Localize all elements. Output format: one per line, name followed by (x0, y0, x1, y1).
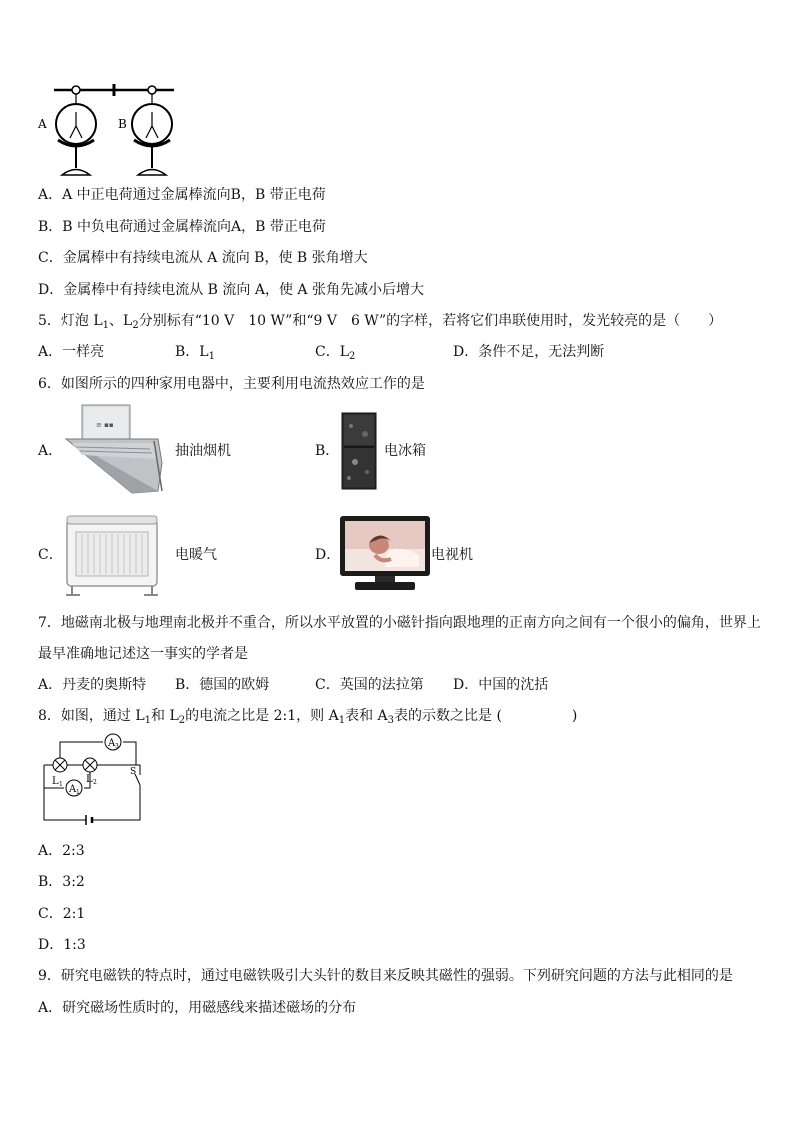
l1-letter: L (52, 776, 59, 787)
refrigerator-image (341, 412, 377, 490)
q7-stem-line1: 7．地磁南北极与地理南北极并不重合，所以水平放置的小磁针指向跟地理的正南方向之间有一个很小的偏角，世界上 (38, 615, 761, 631)
electroscope-b (132, 86, 172, 175)
q4-option-a: A．A 中正电荷通过金属棒流向B，B 带正电荷 (38, 187, 326, 203)
q5-option-b (175, 343, 215, 366)
q5-option-c-text: C．L (315, 344, 350, 360)
q4-option-b: B．B 中负电荷通过金属棒流向A，B 带正电荷 (38, 219, 326, 235)
q5-option-c-sub: 2 (349, 351, 356, 362)
q8-option-d: D．1:3 (38, 937, 86, 953)
q5-subscript: 1 (102, 320, 110, 331)
q5-subscript: 2 (132, 320, 139, 331)
l1-sub: 1 (59, 781, 63, 788)
q6-option-b-letter: B． (315, 443, 340, 459)
q5-stem-part: 分别标有“10 V 10 W”和“9 V 6 W”的字样，若将它们串联使用时，发光较亮的是（ ） (138, 313, 723, 329)
q6-option-c-label: 电暖气 (175, 547, 217, 563)
l2-letter: L (86, 774, 93, 785)
q8-stem-part: 和 L (151, 708, 179, 724)
ammeter-a1-symbol (66, 780, 82, 796)
q7-option-b: B．德国的欧姆 (175, 677, 270, 693)
circuit-diagram (40, 730, 150, 826)
electric-heater-image (64, 512, 160, 598)
electroscope-a (56, 86, 96, 175)
q8-stem (38, 707, 577, 730)
electroscope-label-b: B (118, 117, 127, 131)
q8-stem-part: 8．如图，通过 L (38, 708, 145, 724)
q5-option-c (315, 343, 355, 366)
q5-stem-part: 灯泡 L (60, 313, 103, 329)
q5-option-a: A．一样亮 (38, 344, 105, 360)
lamp-l2-symbol (83, 758, 97, 772)
q9-option-a: A．研究磁场性质时的，用磁感线来描述磁场的分布 (38, 1000, 357, 1016)
q6-option-c-letter: C． (38, 547, 63, 563)
q8-stem-part: 的电流之比是 2:1，则 A (185, 708, 339, 724)
q7-option-d: D．中国的沈括 (453, 677, 549, 693)
q6-option-a-label: 抽油烟机 (175, 443, 231, 459)
a1-letter: A (69, 784, 77, 795)
q7-stem-line2: 最早准确地记述这一事实的学者是 (38, 646, 248, 662)
q8-subscript: 1 (338, 715, 346, 726)
q4-option-c: C．金属棒中有持续电流从 A 流向 B，使 B 张角增大 (38, 250, 368, 266)
ammeter-a3-symbol (105, 734, 121, 750)
q8-subscript: 1 (144, 715, 152, 726)
q5-stem (38, 312, 722, 335)
electroscope-figure (34, 80, 184, 180)
q8-option-c: C．2:1 (38, 906, 86, 922)
q8-subscript: 2 (178, 715, 186, 726)
q7-option-a: A．丹麦的奥斯特 (38, 677, 147, 693)
q8-stem-part: 表和 A (345, 708, 388, 724)
q8-option-a: A．2:3 (38, 843, 85, 859)
q8-subscript: 3 (387, 715, 395, 726)
q5-option-b-sub: 1 (208, 351, 215, 362)
q5-number: 5． (38, 313, 61, 329)
q4-option-d: D．金属棒中有持续电流从 B 流向 A，使 A 张角先减小后增大 (38, 282, 424, 298)
a1-sub: 1 (76, 789, 80, 796)
q9-stem: 9．研究电磁铁的特点时，通过电磁铁吸引大头针的数目来反映其磁性的强弱。下列研究问题的方法与此相同的是 (38, 968, 733, 984)
q5-stem-part: 、L (109, 313, 133, 329)
q5-option-d: D．条件不足，无法判断 (453, 344, 605, 360)
electroscope-label-a: A (38, 117, 47, 131)
q6-stem: 6．如图所示的四种家用电器中，主要利用电流热效应工作的是 (38, 376, 425, 392)
lamp-l1-symbol (53, 758, 67, 772)
l2-sub: 2 (93, 779, 97, 786)
range-hood-image (62, 403, 166, 495)
a3-sub: 3 (115, 743, 119, 750)
q8-option-b: B．3:2 (38, 874, 85, 890)
q5-option-b-text: B．L (175, 344, 209, 360)
switch-label: S (130, 767, 137, 777)
q6-option-d-label: 电视机 (431, 547, 473, 563)
q7-option-c: C．英国的法拉第 (315, 677, 424, 693)
a3-letter: A (108, 738, 116, 749)
svg-text:≡ ▪▪: ≡ ▪▪ (96, 421, 114, 429)
q6-option-d-letter: D． (315, 547, 341, 563)
q6-option-a-letter: A． (38, 443, 63, 459)
television-image (339, 515, 431, 593)
q6-option-b-label: 电冰箱 (384, 443, 426, 459)
q8-stem-part: 表的示数之比是 ( ) (394, 708, 578, 724)
